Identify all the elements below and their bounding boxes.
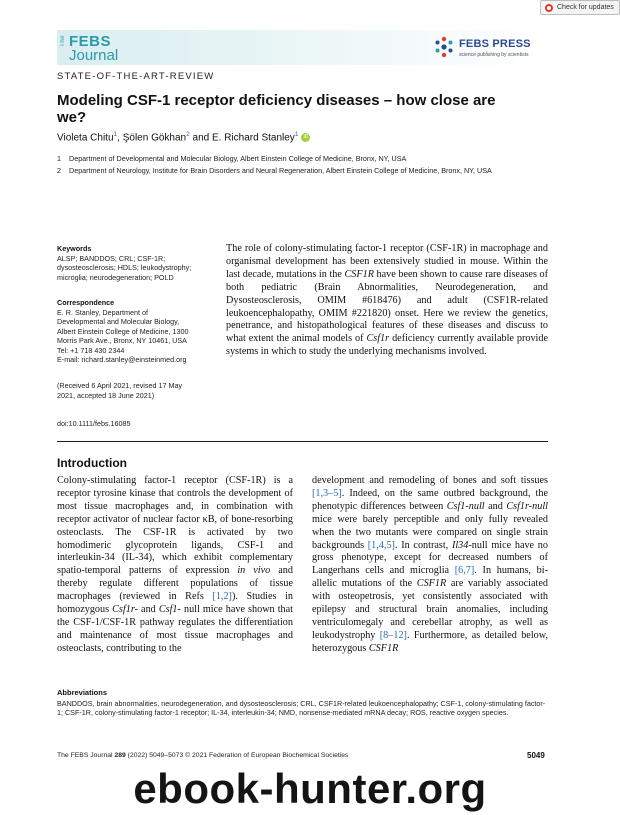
body-text: mice were barely perceptible and only fully revealed when the two mutants were compared on single strain backgrounds <box>312 513 548 551</box>
affiliation <box>57 166 492 175</box>
doi[interactable]: doi:10.1111/febs.16085 <box>57 419 131 428</box>
body-text: Colony-stimulating factor-1 receptor (CSF-1R) is a receptor tyrosine kinase that controls the development of most tissue macrophages and, in combination with receptor activator of nuclear factor κB, of bone-resorbing osteoclasts. The CSF-1R is activated by two homodimeric glycoprotein ligands, CSF-1 and interleukin-34 (IL-34), which exhibit complementary spatio-temporal patterns of expression <box>57 475 293 577</box>
correspondence-email: E-mail: richard.stanley@einsteinmed.org <box>57 355 187 364</box>
keywords-text: ALSP; BANDDOS; CRL; CSF-1R; dysosteosclerosis; HDLS; leukodystrophy; microglia; neurodegeneration; POLD <box>57 253 192 282</box>
section-divider <box>57 441 548 442</box>
body-text: development and remodeling of bones and soft tissues <box>312 475 548 486</box>
article-title: Modeling CSF-1 receptor deficiency diseases – how close are we? <box>57 92 496 126</box>
author-separator: and <box>189 132 212 144</box>
received-line: (Received 6 April 2021, revised 17 May <box>57 381 183 390</box>
watermark: ebook-hunter.org <box>133 765 487 812</box>
body-text: . Furthermore, as detailed below, heterozygous <box>312 629 548 654</box>
footer-volume: 289 <box>114 752 126 759</box>
italic-term: CSF1R <box>416 578 447 590</box>
orcid-icon[interactable]: iD <box>301 133 310 142</box>
article-type: STATE-OF-THE-ART-REVIEW <box>57 71 215 82</box>
gene-name: Csf1r <box>366 333 390 345</box>
body-text: null mice have shown that the CSF-1/CSF-1R pathway regulates the differentiation and maintenance of most tissue macrophages and osteoclasts, contributing to the <box>57 604 293 654</box>
author-affil-sup: 1 <box>294 131 299 138</box>
author-affil-sup: 1 <box>113 131 118 138</box>
reference-link[interactable]: [1,2] <box>212 591 232 603</box>
author-name: Violeta Chitu <box>57 132 114 144</box>
body-text: ). Studies in homozygous <box>57 591 293 616</box>
affiliation-text: Department of Neurology, Institute for Brain Disorders and Neural Regeneration, Albert Einstein College of Medicine, Bronx, NY, USA <box>69 166 492 175</box>
body-text: . In contrast, <box>394 539 452 551</box>
body-text: . Indeed, on the same outbred background, the phenotypic differences between <box>312 487 548 512</box>
author-separator: , <box>117 132 123 144</box>
reference-link[interactable]: [8–12] <box>379 629 407 641</box>
reference-link[interactable]: [1,4,5] <box>367 539 395 551</box>
abstract-text: The role of colony-stimulating factor-1 receptor (CSF-1R) in macrophage and organismal development has been extensively studied in mouse. Within the last decade, mutations in the <box>226 243 548 280</box>
gene-name: CSF1R <box>344 268 374 280</box>
keywords-heading: Keywords <box>57 244 92 253</box>
febs-press-logo <box>433 36 543 62</box>
italic-term: CSF1R <box>368 642 399 654</box>
affiliation <box>57 154 406 163</box>
affiliation-text: Department of Developmental and Molecular Biology, Albert Einstein College of Medicine, Bronx, NY, USA <box>69 154 407 163</box>
italic-term: Csf1- <box>158 604 181 616</box>
received-dates <box>57 381 207 400</box>
reference-link[interactable]: [1,3–5] <box>312 487 342 499</box>
correspondence-heading: Correspondence <box>57 298 115 307</box>
abstract-text: deficiency currently available provide systems in which to study the underlying mechanisms involved. <box>226 333 548 358</box>
author-affil-sup: 2 <box>186 131 190 138</box>
update-badge-icon <box>545 4 553 12</box>
journal-logo-sub: Journal <box>69 47 119 64</box>
correspondence-line: E. R. Stanley, Department of <box>57 307 148 317</box>
italic-term: Csf1r-null <box>506 500 548 512</box>
correspondence-line: Developmental and Molecular Biology, <box>57 317 180 326</box>
correspondence-block <box>57 298 207 365</box>
italic-term: Csf1-null <box>446 500 485 512</box>
affiliation-number: 1 <box>57 154 61 163</box>
correspondence-line: Morris Park Ave., Bronx, NY 10461, USA <box>57 336 187 345</box>
abbreviations-text: BANDDOS, brain abnormalities, neurodegeneration, and dysosteosclerosis; CRL, CSF1R-related leukoencephalopathy; CSF-1, colony-stimulating factor-1; CSF-1R, colony-stimulating factor-1 receptor; IL-34, interleukin-34; NMD, nonsense-mediated mRNA decay; ROS, reactive oxygen species. <box>57 699 546 718</box>
affiliation-number: 2 <box>57 166 61 175</box>
journal-logo-the: The <box>60 35 66 47</box>
febs-journal-logo <box>60 33 150 63</box>
reference-link[interactable]: [6,7] <box>454 565 475 577</box>
journal-logo-name: FEBS <box>69 33 112 50</box>
italic-term: in vivo <box>237 565 271 577</box>
abstract-text: have been shown to cause rare diseases of both pediatric (Brain Abnormalities, Neurodegeneration, and Dysosteosclerosis, OMIM #618476) and adult (CSF1R-related leukoencephalopathy, OMIM #221820) onset. Here we review the genetics, penetrance, and histopathological features of these diseases and discuss to what extent the animal models of <box>226 268 548 345</box>
body-text: -null mice have no gross phenotype, except for decreased numbers of Langerhans cells and microglia <box>312 539 548 577</box>
italic-term: Il34 <box>451 539 469 551</box>
intro-column-1 <box>57 475 293 656</box>
footer-rest: (2022) 5049–5073 © 2021 Federation of European Biochemical Societies <box>127 752 349 759</box>
correspondence-line: Tel: +1 718 430 2344 <box>57 345 125 355</box>
febs-press-mark-icon <box>433 36 455 58</box>
intro-column-2 <box>312 475 548 656</box>
abstract <box>226 243 548 359</box>
abbreviations-heading: Abbreviations <box>57 688 108 697</box>
body-text: and thereby regulate different populations of tissue macrophages (reviewed in Refs <box>57 565 293 603</box>
check-for-updates-label: Check for updates <box>557 4 614 11</box>
section-heading: Introduction <box>57 456 127 470</box>
footer-journal: The FEBS Journal <box>57 752 113 759</box>
author-name: Şölen Gökhan <box>122 132 187 144</box>
press-name: FEBS PRESS <box>459 38 531 50</box>
keywords-block <box>57 244 207 282</box>
body-text: and <box>137 604 159 616</box>
author-name: E. Richard Stanley <box>211 132 295 144</box>
page-number: 5049 <box>527 751 545 760</box>
body-text: . In humans, bi-allelic mutations of the <box>312 565 549 590</box>
received-line: 2021, accepted 18 June 2021) <box>57 390 155 400</box>
author-list <box>57 131 310 143</box>
check-for-updates-button[interactable] <box>540 0 620 15</box>
body-text: are variably associated with osteopetrosis, yet consistently associated with epilepsy and structural brain anomalies, including ventriculomegaly and cerebellar atrophy, as well as leukodystrophy <box>312 578 548 641</box>
italic-term: Csf1r- <box>112 604 138 616</box>
citation-footer <box>57 752 348 759</box>
correspondence-line: Albert Einstein College of Medicine, 1300 <box>57 326 189 336</box>
body-text: and <box>484 500 507 512</box>
press-tagline: science publishing by scientists <box>459 52 529 58</box>
